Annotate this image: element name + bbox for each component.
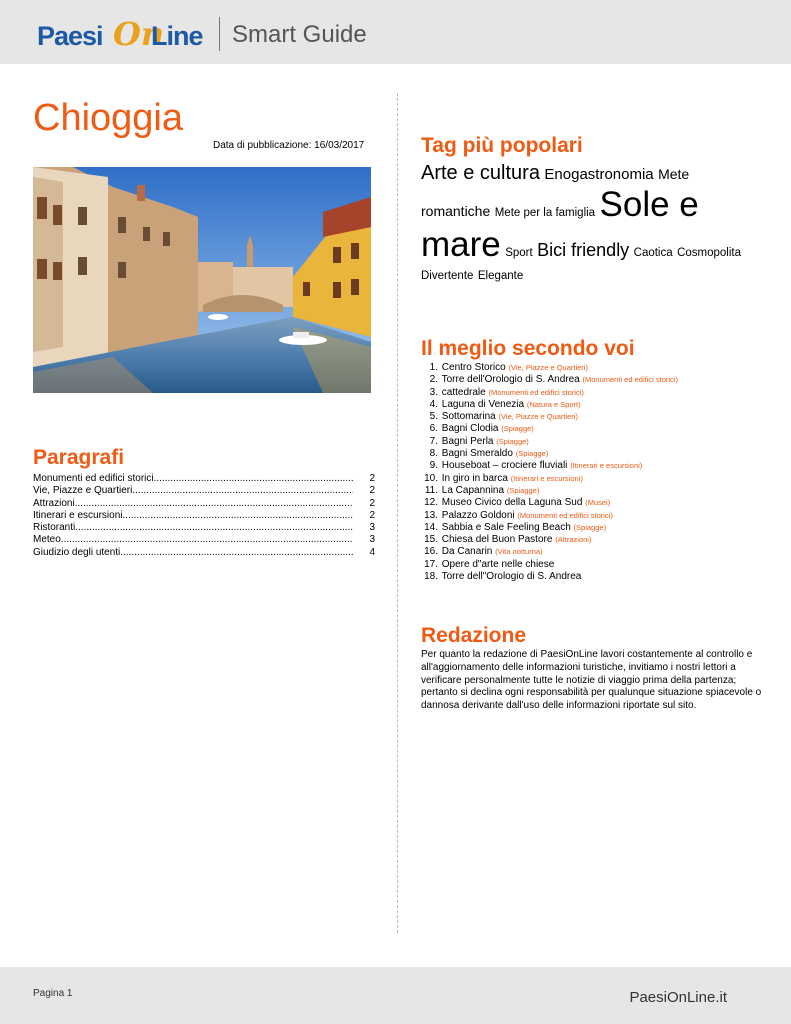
page-number: Pagina 1 [33, 988, 73, 999]
best-item-name[interactable]: Da Canarin [441, 546, 493, 558]
tag-link[interactable]: Sport [505, 247, 533, 260]
best-item-number: 4. [429, 398, 438, 410]
best-item-name[interactable]: In giro in barca [441, 472, 508, 484]
toc-item-label[interactable]: Ristoranti [33, 522, 76, 534]
tag-link[interactable]: Sole e mare [421, 185, 699, 265]
redazione-text: Per quanto la redazione di PaesiOnLine lavori costantemente al controllo e all'aggiornamento delle informazioni turistiche, invitiamo i nostri lettori a verificare personalmente tutte le notizie di viaggio prima della partenza; pertanto si declina ogni responsabilità per qualunque situazione spiacevole o dannosa derivante dall'uso delle informazioni riportate sul sito. [421, 649, 762, 712]
toc-item-page: 4 [369, 546, 375, 558]
best-item-category[interactable]: (Monumenti ed edifici storici) [488, 387, 584, 397]
toc-item[interactable] [33, 485, 375, 497]
best-item-category[interactable]: (Itinerari e escursioni) [570, 461, 643, 471]
best-item-name[interactable]: cattedrale [441, 386, 486, 398]
best-item-name[interactable]: Sottomarina [441, 411, 496, 423]
best-item-category[interactable]: (Vie, Piazze e Quartieri) [498, 412, 578, 422]
best-item-name[interactable]: Bagni Clodia [441, 423, 499, 435]
toc-leader-dots [75, 498, 353, 510]
toc-leader-dots [120, 547, 353, 559]
tag-link[interactable]: Mete per la famiglia [494, 207, 596, 219]
best-item-number: 14. [424, 521, 438, 533]
best-item-name[interactable]: Torre dell"Orologio di S. Andrea [441, 571, 582, 583]
best-list [421, 362, 761, 583]
best-list-item[interactable] [421, 423, 761, 435]
best-list-item[interactable] [421, 362, 761, 374]
best-item-number: 17. [424, 558, 438, 570]
redazione-heading: Redazione [421, 624, 527, 647]
best-item-number: 11. [424, 484, 438, 496]
best-item-category[interactable]: (Monumenti ed edifici storici) [517, 510, 613, 520]
best-item-number: 15. [424, 534, 438, 546]
toc-item[interactable] [33, 547, 375, 559]
best-list-item[interactable] [421, 485, 761, 497]
page-header [0, 0, 791, 64]
best-item-category[interactable]: (Natura e Sport) [526, 399, 581, 409]
best-item-number: 3. [429, 386, 438, 398]
toc-leader-dots [132, 485, 353, 497]
toc-item[interactable] [33, 498, 375, 510]
tag-link[interactable]: Bici friendly [537, 240, 630, 261]
tag-link[interactable]: Cosmopolita [677, 247, 742, 260]
toc-item-label[interactable]: Vie, Piazze e Quartieri [33, 485, 133, 497]
best-item-category[interactable]: (Monumenti ed edifici storici) [582, 375, 678, 385]
publication-date: Data di pubblicazione: 16/03/2017 [213, 140, 365, 151]
logo-text-on: On [113, 15, 165, 53]
toc-item-page: 3 [369, 534, 375, 546]
paragrafi-heading: Paragrafi [33, 446, 125, 469]
best-item-category[interactable]: (Spiagge) [573, 522, 607, 532]
best-list-item[interactable] [421, 522, 761, 534]
best-item-category[interactable]: (Vie, Piazze e Quartieri) [508, 363, 588, 372]
best-item-name[interactable]: Centro Storico [441, 362, 506, 373]
toc-item-label[interactable]: Monumenti ed edifici storici [33, 473, 154, 484]
best-item-number: 9. [429, 460, 438, 472]
best-item-category[interactable]: (Attrazioni) [555, 535, 592, 545]
toc-item[interactable] [33, 534, 375, 546]
toc-item-page: 2 [369, 473, 375, 484]
best-item-number: 1. [429, 362, 438, 373]
toc-item-label[interactable]: Meteo [33, 534, 61, 546]
best-list-item[interactable] [421, 436, 761, 448]
toc-item-label[interactable]: Itinerari e escursioni [33, 509, 123, 521]
toc-leader-dots [122, 510, 353, 522]
toc-item-page: 2 [369, 485, 375, 497]
best-item-category[interactable]: (Itinerari e escursioni) [510, 473, 583, 483]
best-list-item[interactable] [421, 448, 761, 460]
toc-item[interactable] [33, 473, 375, 485]
tag-cloud [421, 162, 751, 284]
tag-link[interactable]: Enogastronomia [544, 166, 654, 183]
best-item-name[interactable]: Museo Civico della Laguna Sud [441, 497, 583, 509]
best-item-name[interactable]: Sabbia e Sale Feeling Beach [441, 521, 571, 533]
best-list-item[interactable] [421, 510, 761, 522]
best-item-name[interactable]: La Capannina [441, 484, 505, 496]
best-item-number: 8. [429, 448, 438, 460]
toc-item-label[interactable]: Giudizio degli utenti [33, 546, 121, 558]
best-item-category[interactable]: (Spiagge) [515, 449, 549, 459]
best-list-item[interactable] [421, 473, 761, 485]
toc-leader-dots [75, 522, 353, 534]
logo-text-line: Line [151, 21, 203, 51]
header-title: Smart Guide [232, 21, 367, 48]
tags-heading: Tag più popolari [421, 134, 583, 157]
city-title: Chioggia [33, 97, 183, 139]
best-list-item[interactable] [421, 387, 761, 399]
best-item-number: 10. [424, 472, 438, 484]
best-item-category[interactable]: (Musei) [585, 498, 611, 508]
best-list-item[interactable] [421, 399, 761, 411]
best-list-item[interactable] [421, 546, 761, 558]
best-item-number: 2. [429, 374, 438, 386]
column-divider [397, 93, 398, 933]
tag-link[interactable]: Mete romantiche [421, 166, 690, 219]
best-item-category[interactable]: (Spiagge) [506, 485, 540, 495]
best-list-item[interactable] [421, 374, 761, 386]
best-item-number: 6. [429, 423, 438, 435]
best-item-name[interactable]: Laguna di Venezia [441, 398, 525, 410]
best-item-number: 16. [424, 546, 438, 558]
paragrafi-toc [33, 473, 375, 559]
best-item-number: 12. [424, 497, 438, 509]
toc-item-page: 2 [369, 497, 375, 509]
toc-item-page: 3 [369, 522, 375, 534]
best-item-number: 7. [429, 435, 438, 447]
best-item-number: 5. [429, 411, 438, 423]
toc-item-label[interactable]: Attrazioni [33, 497, 75, 509]
best-list-item[interactable] [421, 460, 761, 472]
best-list-item[interactable] [421, 497, 761, 509]
best-item-number: 13. [424, 509, 438, 521]
page-footer [0, 967, 791, 1024]
header-divider [219, 17, 220, 51]
tag-link[interactable]: Arte e cultura [421, 162, 540, 184]
best-list-item[interactable] [421, 534, 761, 546]
best-list-item[interactable] [421, 559, 761, 571]
best-heading: Il meglio secondo voi [421, 337, 635, 360]
logo-text-paesi: Paesi [37, 21, 103, 51]
best-item-name[interactable]: Bagni Smeraldo [441, 448, 513, 460]
tag-link[interactable]: Caotica [633, 247, 673, 260]
best-item-name[interactable]: Torre dell'Orologio di S. Andrea [441, 374, 580, 386]
best-item-number: 18. [424, 571, 438, 583]
best-item-category[interactable]: (Vita notturna) [495, 547, 543, 557]
toc-item[interactable] [33, 522, 375, 534]
best-item-name[interactable]: Palazzo Goldoni [441, 509, 515, 521]
best-list-item[interactable] [421, 571, 761, 583]
best-item-name[interactable]: Bagni Perla [441, 435, 494, 447]
best-item-category[interactable]: (Spiagge) [496, 436, 529, 446]
toc-leader-dots [154, 473, 353, 485]
best-item-category[interactable]: (Spiagge) [501, 424, 534, 434]
tag-link[interactable]: Elegante [477, 269, 524, 282]
toc-item-page: 2 [369, 509, 375, 521]
best-item-name[interactable]: Chiesa del Buon Pastore [441, 534, 553, 546]
toc-item[interactable] [33, 510, 375, 522]
best-item-name[interactable]: Houseboat – crociere fluviali [441, 460, 568, 472]
site-link[interactable]: PaesiOnLine.it [629, 989, 727, 1006]
toc-leader-dots [61, 534, 353, 546]
best-item-name[interactable]: Opere d"arte nelle chiese [441, 558, 555, 570]
best-list-item[interactable] [421, 411, 761, 423]
tag-link[interactable]: Divertente [421, 269, 474, 282]
city-photo [33, 167, 371, 393]
